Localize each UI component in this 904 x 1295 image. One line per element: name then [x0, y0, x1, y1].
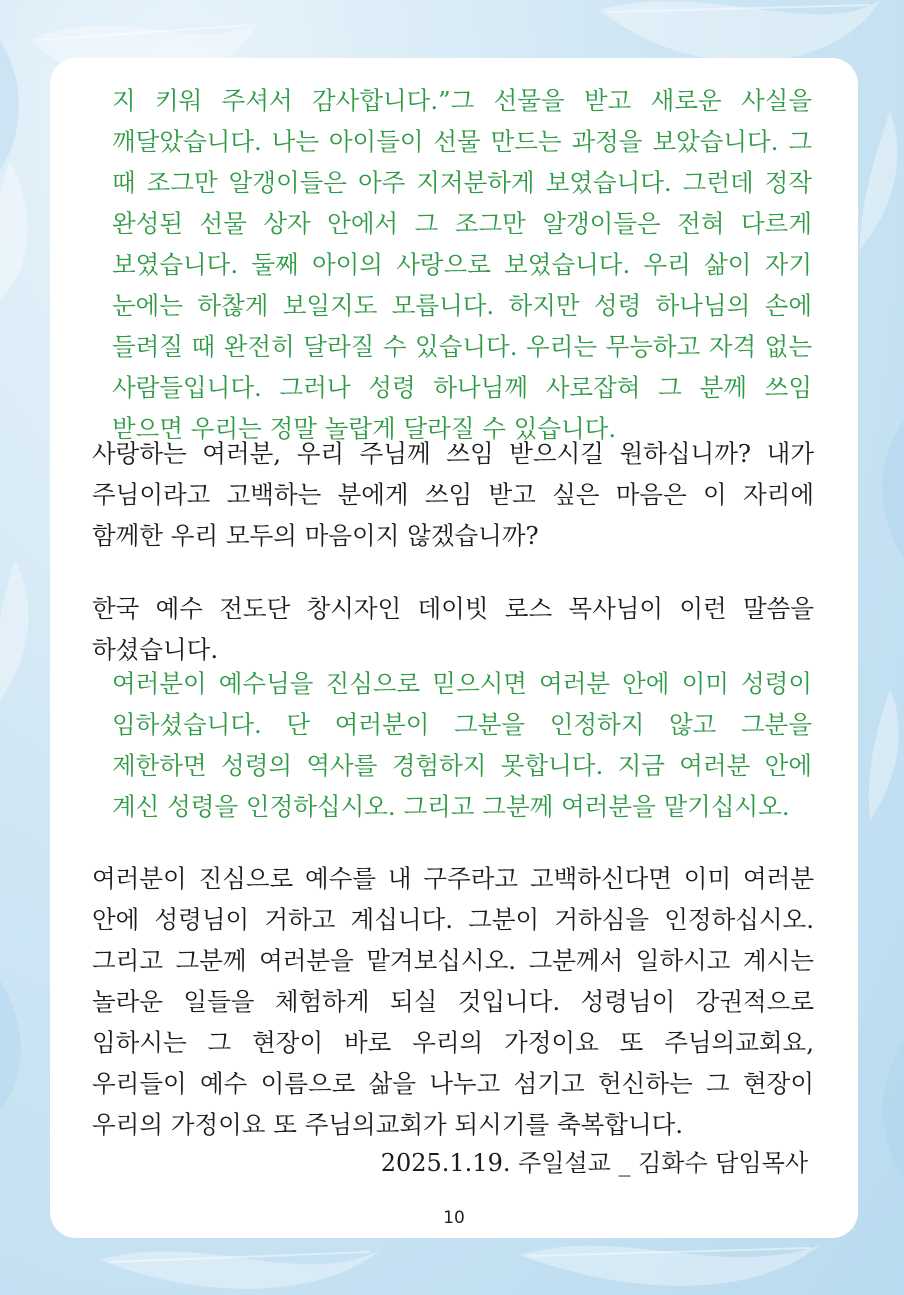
quote-paragraph-2: 여러분이 예수님을 진심으로 믿으시면 여러분 안에 이미 성령이 임하셨습니다. 단 여러분이 그분을 인정하지 않고 그분을 제한하면 성령의 역사를 경험하지 못합니다. 지금 여러분 안에 계신 성령을 인정하십시오. 그리고 그분께 여러분을 맡기십시오.: [112, 669, 812, 821]
quote-paragraph-1: 지 키워 주셔서 감사합니다.”그 선물을 받고 새로운 사실을 깨달았습니다. 나는 아이들이 선물 만드는 과정을 보았습니다. 그 때 조그만 알갱이들은 아주 지저분하게 보였습니다. 그런데 정작 완성된 선물 상자 안에서 그 조그만 알갱이들은 전혀 다르게 보였습니다. 둘째 아이의 사랑으로 보였습니다. 우리 삶이 자기 눈에는 하찮게 보일지도 모릅니다. 하지만 성령 하나님의 손에 들려질 때 완전히 달라질 수 있습니다. 우리는 무능하고 자격 없는 사람들입니다. 그러나 성령 하나님께 사로잡혀 그 분께 쓰임 받으면 우리는 정말 놀랍게 달라질 수 있습니다.: [112, 86, 812, 443]
body-paragraph-3: 여러분이 진심으로 예수를 내 구주라고 고백하신다면 이미 여러분 안에 성령님이 거하고 계십니다. 그분이 거하심을 인정하십시오. 그리고 그분께 여러분을 맡겨보십시오. 그분께서 일하시고 계시는 놀라운 일들을 체험하게 되실 것입니다. 성령님이 강권적으로 임하시는 그 현장이 바로 우리의 가정이요 또 주님의교회요, 우리들이 예수 이름으로 삶을 나누고 섬기고 헌신하는 그 현장이 우리의 가정이요 또 주님의교회가 되시기를 축복합니다.: [92, 864, 814, 1139]
page-number: 10: [443, 1208, 465, 1228]
content-card: [50, 58, 858, 1238]
body-paragraph-1: 사랑하는 여러분, 우리 주님께 쓰임 받으시길 원하십니까? 내가 주님이라고 고백하는 분에게 쓰임 받고 싶은 마음은 이 자리에 함께한 우리 모두의 마음이지 않겠습니까?: [92, 439, 814, 550]
body-paragraph-2: 한국 예수 전도단 창시자인 데이빗 로스 목사님이 이런 말씀을 하셨습니다.: [92, 594, 814, 664]
sermon-signature: 2025.1.19. 주일설교 _ 김화수 담임목사: [380, 1149, 808, 1177]
